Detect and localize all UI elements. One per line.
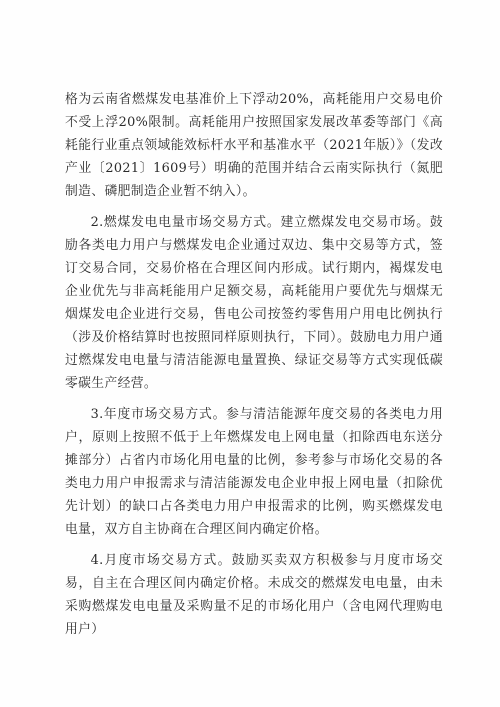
paragraph-annual-market-trading: 3.年度市场交易方式。参与清洁能源年度交易的各类电力用户，原则上按照不低于上年燃煤发电上网电量（扣除西电东送分摊部分）占省内市场化用电量的比例，参考参与市场化交易的各类电力用户申报需求与清洁能源发电企业申报上网电量（扣除优先计划）的缺口占各类电力用户申报需求的比例，购买燃煤发电电量，双方自主协商在合理区间内确定价格。 (65, 407, 443, 537)
paragraph-continuation: 格为云南省燃煤发电基准价上下浮动20%，高耗能用户交易电价不受上浮20%限制。高耗能用户按照国家发展改革委等部门《高耗能行业重点领域能效标杆水平和基准水平（2021年版）》（发改产业〔2021〕1609号）明确的范围并结合云南实际执行（氮肥制造、磷肥制造企业暂不纳入）。 (65, 92, 443, 199)
paragraph-monthly-market-trading: 4.月度市场交易方式。鼓励买卖双方积极参与月度市场交易，自主在合理区间内确定价格。未成交的燃煤发电电量，由未采购燃煤发电电量及采购量不足的市场化用户（含电网代理购电用户） (65, 553, 443, 637)
document-body (65, 88, 443, 641)
paragraph-coal-power-market-trading: 2.燃煤发电电量市场交易方式。建立燃煤发电交易市场。鼓励各类电力用户与燃煤发电企业通过双边、集中交易等方式，签订交易合同，交易价格在合理区间内形成。试行期内，褐煤发电企业优先与非高耗能用户足额交易，高耗能用户要优先与烟煤无烟煤发电企业进行交易，售电公司按签约零售用户用电比例执行（涉及价格结算时也按照同样原则执行，下同）。鼓励电力用户通过燃煤发电电量与清洁能源电量置换、绿证交易等方式实现低碳零碳生产经营。 (65, 215, 443, 391)
